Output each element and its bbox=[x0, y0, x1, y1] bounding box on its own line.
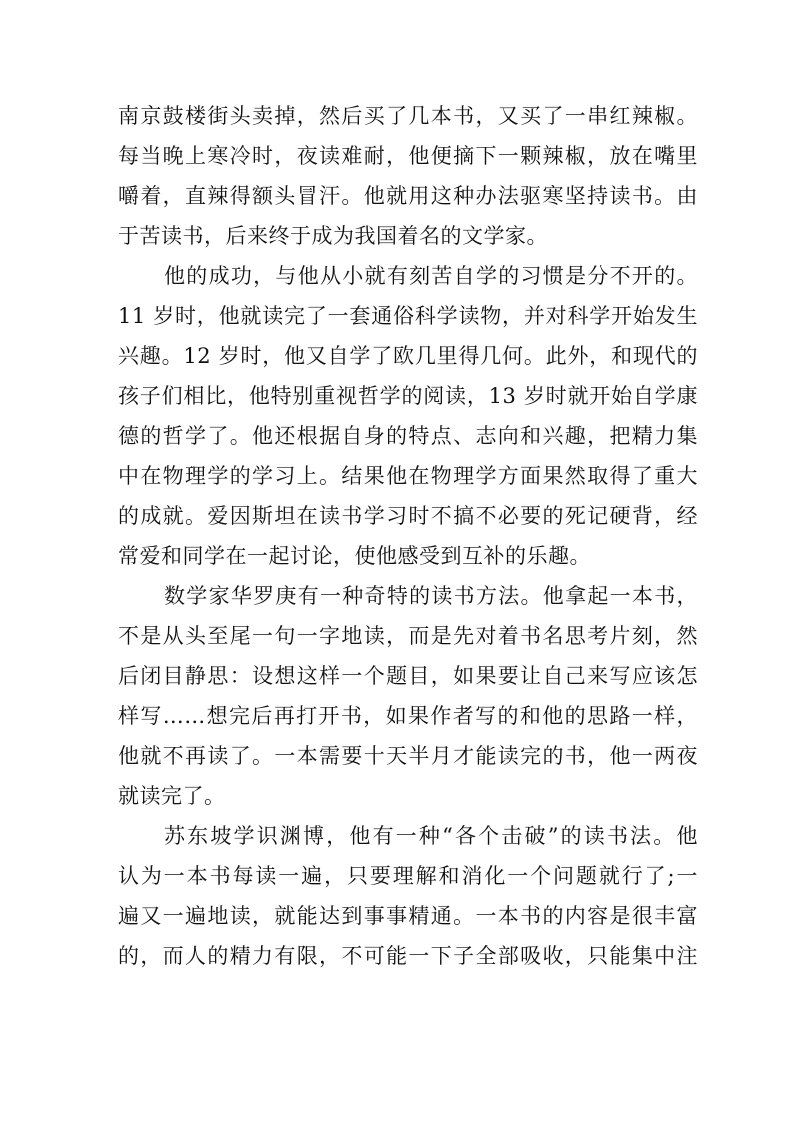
text-line: 嚼着，直辣得额头冒汗。他就用这种办法驱寒坚持读书。由 bbox=[118, 184, 698, 208]
text-line: 他的成功，与他从小就有刻苦自学的习惯是分不开的。 bbox=[164, 264, 698, 288]
text-line: 遍又一遍地读，就能达到事事精通。一本书的内容是很丰富 bbox=[118, 904, 698, 928]
text-line: 后闭目静思：设想这样一个题目，如果要让自己来写应该怎 bbox=[118, 664, 698, 688]
text-line: 的，而人的精力有限，不可能一下子全部吸收，只能集中注 bbox=[118, 944, 698, 968]
text-line: 苏东坡学识渊博，他有一种“各个击破”的读书法。他 bbox=[164, 824, 698, 848]
text-line: 每当晚上寒冷时，夜读难耐，他便摘下一颗辣椒，放在嘴里 bbox=[118, 144, 698, 168]
text-line: 不是从头至尾一句一字地读，而是先对着书名思考片刻，然 bbox=[118, 624, 698, 648]
text-line: 的成就。爱因斯坦在读书学习时不搞不必要的死记硬背，经 bbox=[118, 504, 698, 528]
text-line: 德的哲学了。他还根据自身的特点、志向和兴趣，把精力集 bbox=[118, 424, 698, 448]
text-line: 数学家华罗庚有一种奇特的读书方法。他拿起一本书， bbox=[164, 584, 698, 608]
text-line: 11 岁时，他就读完了一套通俗科学读物，并对科学开始发生 bbox=[118, 304, 698, 328]
text-line: 于苦读书，后来终于成为我国着名的文学家。 bbox=[118, 224, 548, 248]
text-line: 孩子们相比，他特别重视哲学的阅读，13 岁时就开始自学康 bbox=[118, 384, 698, 408]
paragraph-2 bbox=[118, 256, 698, 576]
paragraph-3 bbox=[118, 576, 698, 816]
text-line: 认为一本书每读一遍，只要理解和消化一个问题就行了;一 bbox=[118, 864, 698, 888]
paragraph-4 bbox=[118, 816, 698, 976]
document-body bbox=[118, 96, 698, 976]
paragraph-1 bbox=[118, 96, 698, 256]
text-line: 常爱和同学在一起讨论，使他感受到互补的乐趣。 bbox=[118, 544, 591, 568]
text-line: 就读完了。 bbox=[118, 784, 226, 808]
text-line: 样写……想完后再打开书，如果作者写的和他的思路一样， bbox=[118, 704, 698, 728]
text-line: 他就不再读了。一本需要十天半月才能读完的书，他一两夜 bbox=[118, 744, 698, 768]
text-line: 中在物理学的学习上。结果他在物理学方面果然取得了重大 bbox=[118, 464, 698, 488]
text-line: 南京鼓楼街头卖掉，然后买了几本书，又买了一串红辣椒。 bbox=[118, 104, 698, 128]
text-line: 兴趣。12 岁时，他又自学了欧几里得几何。此外，和现代的 bbox=[118, 344, 698, 368]
